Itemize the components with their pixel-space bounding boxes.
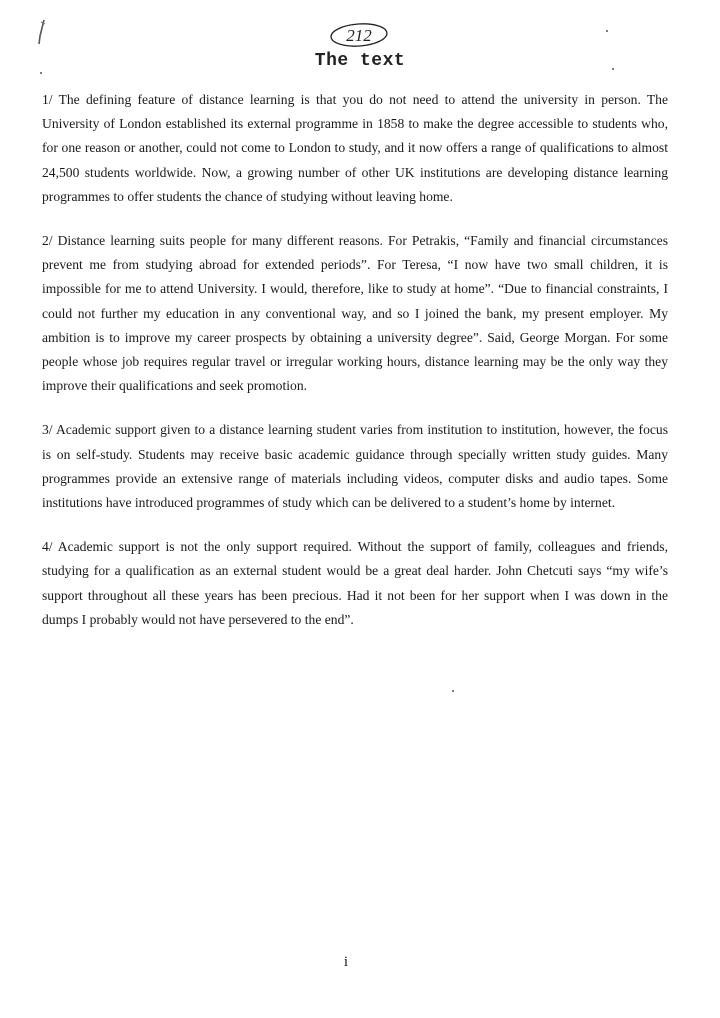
handwritten-number-text: 212 — [346, 26, 372, 45]
paragraph-1: 1/ The defining feature of distance learning is that you do not need to attend the university in person. The University of London established its external programme in 1858 to make the degree accessible to students who, for one reason or another, could not come to London to study, and it now offers a range of qualifications to almost 24,500 students worldwide. Now, a growing number of other UK institutions are developing distance learning programmes to offer students the chance of studying without leaving home. — [42, 92, 668, 204]
handwritten-circle-icon — [326, 20, 396, 50]
scan-speck — [452, 690, 454, 692]
body-text — [42, 88, 668, 652]
paragraph-3: 3/ Academic support given to a distance learning student varies from institution to institution, however, the focus is on self-study. Students may receive basic academic guidance through specially written study guides. Many programmes provide an extensive range of materials including videos, computer disks and audio tapes. Some institutions have introduced programmes of study which can be delivered to a student’s home by internet. — [42, 422, 668, 511]
scan-artifact-mark — [36, 18, 40, 48]
scan-speck — [606, 30, 608, 32]
paragraph-2: 2/ Distance learning suits people for many different reasons. For Petrakis, “Family and financial circumstances prevent me from studying abroad for extended periods”. For Teresa, “I now have two small children, it is impossible for me to attend University. I would, therefore, like to study at home”. “Due to financial constraints, I could not further my education in any conventional way, and so I joined the bank, my present employer. My ambition is to improve my career prospects by obtaining a university degree”. Said, George Morgan. For some people whose job requires regular travel or irregular working hours, distance learning may be the only way they improve their qualifications and seek promotion. — [42, 233, 668, 394]
page-title: The text — [314, 51, 406, 71]
page-number: i — [343, 954, 349, 970]
paragraph-4: 4/ Academic support is not the only support required. Without the support of family, colleagues and friends, studying for a qualification as an external student would be a great deal harder. John Chetcuti says “my wife’s support throughout all these years has been precious. Had it not been for her support when I was down in the dumps I probably would not have persevered to the end”. — [42, 539, 668, 627]
scan-speck — [40, 72, 42, 74]
handwritten-page-number — [326, 20, 396, 50]
